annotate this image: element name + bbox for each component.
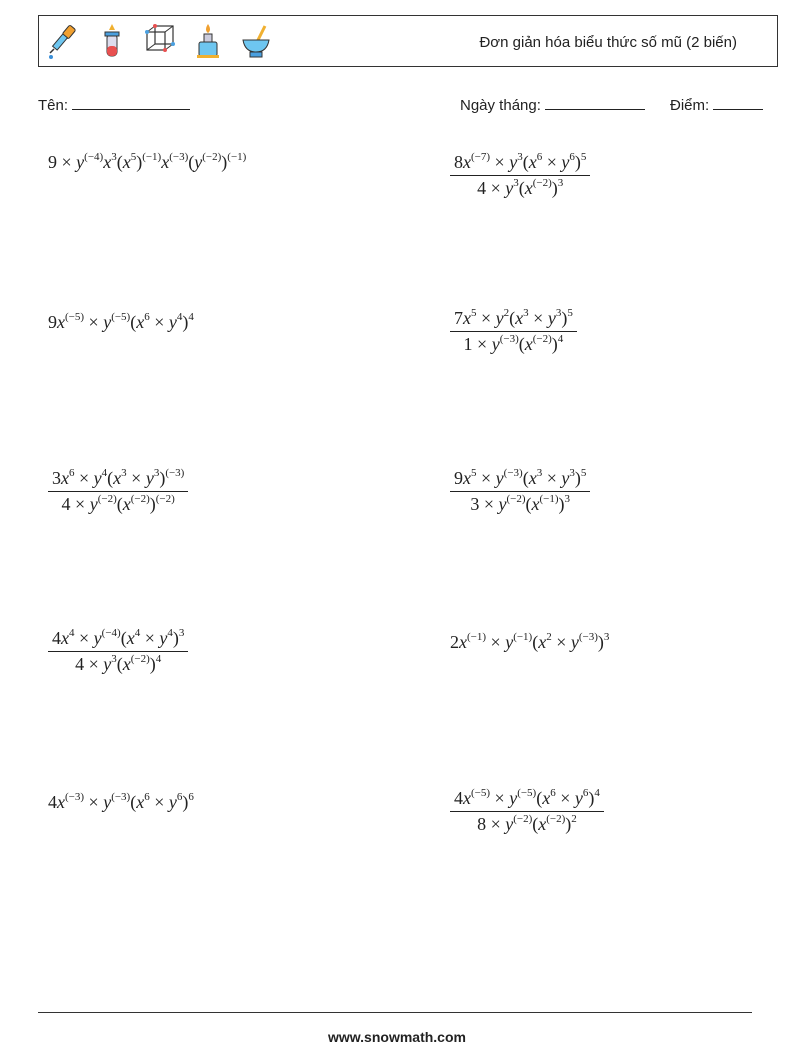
date-label: Ngày tháng: (460, 97, 541, 114)
footer-divider (38, 1012, 752, 1013)
footer-website: www.snowmath.com (328, 1029, 466, 1045)
problem-4 (450, 308, 577, 355)
problem-2 (450, 152, 590, 199)
header-box (38, 15, 778, 67)
icon-strip (47, 22, 273, 60)
problem-3: $9x^{(-5)} \times y^{(-5)}(x^6 \times y^4)^4$ (48, 311, 194, 332)
date-field (460, 95, 645, 114)
problem-5 (48, 468, 188, 515)
flask-burner-icon (191, 22, 225, 60)
denominator: $8 \times y^{(-2)}(x^{(-2)})^2$ (477, 813, 577, 834)
problem-9: $4x^{(-3)} \times y^{(-3)}(x^6 \times y^6)^6$ (48, 791, 194, 812)
mortar-pestle-icon (239, 22, 273, 60)
name-field (38, 95, 190, 114)
fraction (450, 152, 590, 199)
problem-7 (48, 628, 188, 675)
score-blank[interactable] (713, 95, 763, 110)
problem-10 (450, 788, 604, 835)
fraction (48, 468, 188, 515)
denominator: $1 \times y^{(-3)}(x^{(-2)})^4$ (463, 333, 564, 354)
fraction (450, 468, 590, 515)
problem-1: $9 \times y^{(-4)}x^3(x^5)^{(-1)}x^{(-3)}(y^{(-2)})^{(-1)}$ (48, 151, 247, 172)
numerator: $3x^6 \times y^4(x^3 \times y^3)^{(-3)}$ (48, 468, 188, 492)
name-label: Tên: (38, 97, 69, 114)
denominator: $4 \times y^3(x^{(-2)})^3$ (477, 177, 564, 198)
fraction (450, 788, 604, 835)
denominator: $3 \times y^{(-2)}(x^{(-1)})^3$ (470, 493, 571, 514)
problem-6 (450, 468, 590, 515)
denominator: $4 \times y^3(x^{(-2)})^4$ (75, 653, 162, 674)
numerator: $4x^4 \times y^{(-4)}(x^4 \times y^4)^3$ (48, 628, 188, 652)
pipette-icon (47, 22, 81, 60)
numerator: $4x^{(-5)} \times y^{(-5)}(x^6 \times y^6)^4$ (450, 788, 604, 812)
numerator: $9x^5 \times y^{(-3)}(x^3 \times y^3)^5$ (450, 468, 590, 492)
fraction (48, 628, 188, 675)
numerator: $7x^5 \times y^2(x^3 \times y^3)^5$ (450, 308, 577, 332)
numerator: $8x^{(-7)} \times y^3(x^6 \times y^6)^5$ (450, 152, 590, 176)
date-blank[interactable] (545, 95, 645, 110)
name-blank[interactable] (72, 95, 190, 110)
problem-8: $2x^{(-1)} \times y^{(-1)}(x^2 \times y^{(-3)})^3$ (450, 631, 610, 652)
denominator: $4 \times y^{(-2)}(x^{(-2)})^{(-2)}$ (61, 493, 175, 514)
fraction (450, 308, 577, 355)
score-field (670, 95, 763, 114)
worksheet-title: Đơn giản hóa biểu thức số mũ (2 biến) (479, 34, 737, 51)
score-label: Điểm: (670, 97, 710, 114)
molecule-cube-icon (143, 22, 177, 60)
test-tube-icon (95, 22, 129, 60)
